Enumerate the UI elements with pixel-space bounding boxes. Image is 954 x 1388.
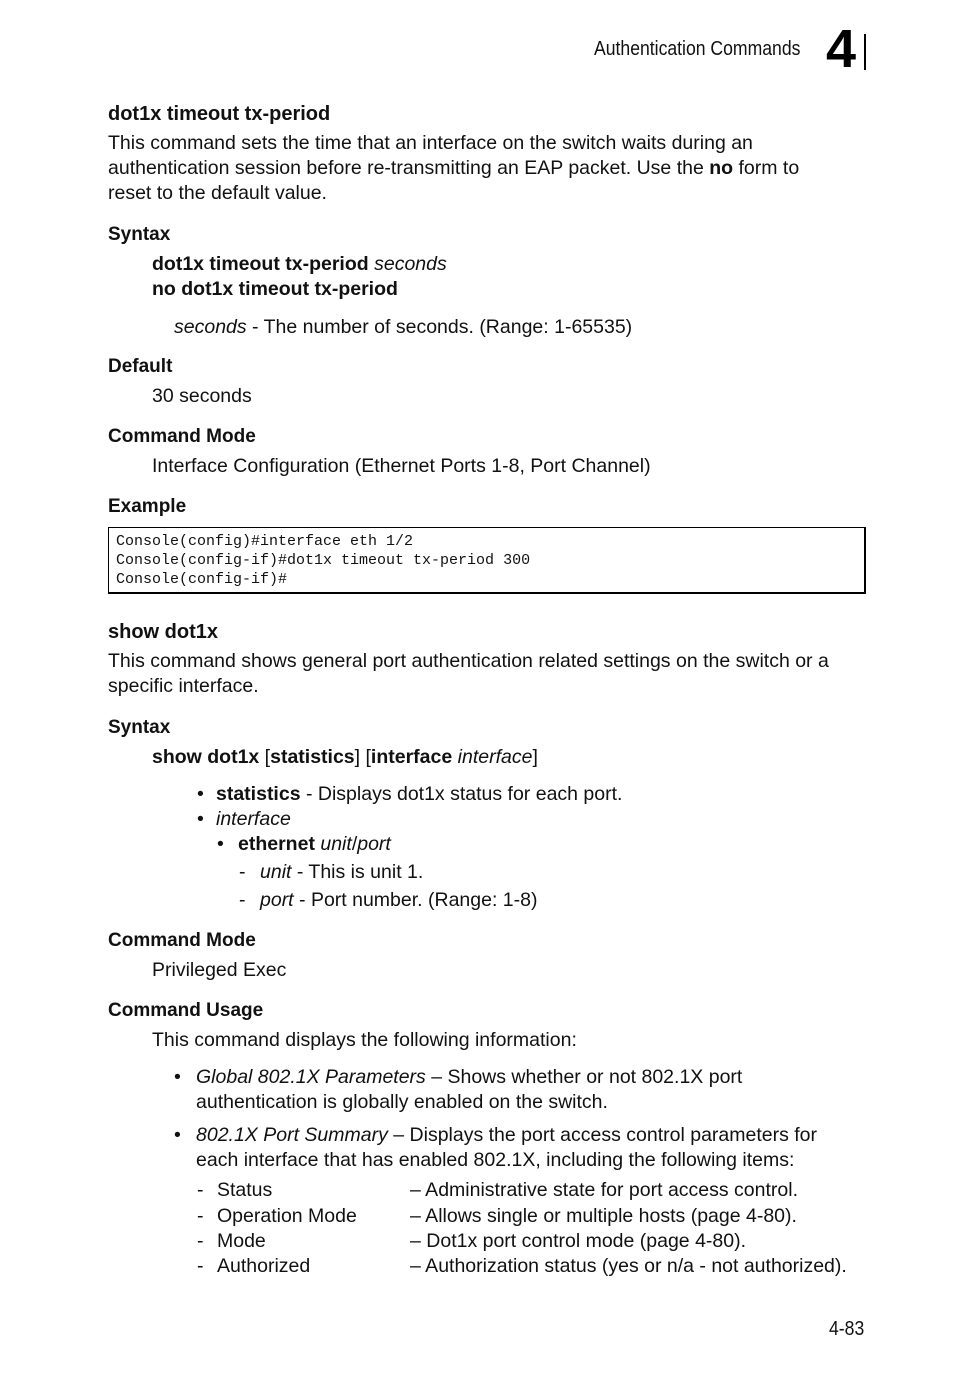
code-line: Console(config-if)#dot1x timeout tx-period 300 bbox=[116, 552, 531, 569]
chapter-number: 4 bbox=[826, 19, 857, 79]
running-header-title: Authentication Commands bbox=[594, 38, 801, 60]
description-line: This command sets the time that an interface on the switch waits during an bbox=[108, 132, 753, 154]
description-line: specific interface. bbox=[108, 675, 259, 697]
default-heading: Default bbox=[108, 356, 173, 377]
description-line: This command shows general port authentication related settings on the switch or a bbox=[108, 650, 829, 672]
command-mode-heading: Command Mode bbox=[108, 426, 256, 447]
bullet-icon: • bbox=[174, 1124, 181, 1146]
command-mode-value: Interface Configuration (Ethernet Ports 1-8, Port Channel) bbox=[152, 455, 651, 477]
dash-item: unit - This is unit 1. bbox=[260, 861, 424, 883]
syntax-line: show dot1x [statistics] [interface interface] bbox=[152, 746, 538, 768]
bullet-icon: • bbox=[197, 783, 204, 805]
parameter-description: seconds - The number of seconds. (Range: 1-65535) bbox=[174, 316, 633, 338]
syntax-line: dot1x timeout tx-period seconds bbox=[152, 253, 447, 275]
dash-icon: - bbox=[197, 1179, 204, 1201]
item-description: – Administrative state for port access control. bbox=[410, 1179, 799, 1201]
item-name: Status bbox=[217, 1179, 273, 1201]
syntax-line: no dot1x timeout tx-period bbox=[152, 278, 398, 300]
syntax-heading: Syntax bbox=[108, 224, 171, 245]
usage-item: Global 802.1X Parameters – Shows whether or not 802.1X port bbox=[196, 1066, 743, 1088]
bullet-icon: • bbox=[217, 833, 224, 855]
bullet-icon: • bbox=[174, 1066, 181, 1088]
item-description: – Allows single or multiple hosts (page 4-80). bbox=[410, 1205, 797, 1227]
item-name: Operation Mode bbox=[217, 1205, 357, 1227]
dash-item: port - Port number. (Range: 1-8) bbox=[260, 889, 538, 911]
header-rule bbox=[864, 34, 866, 70]
command-usage-heading: Command Usage bbox=[108, 1000, 264, 1021]
item-name: Authorized bbox=[217, 1255, 311, 1277]
bullet-icon: • bbox=[197, 808, 204, 830]
dash-icon: - bbox=[197, 1205, 204, 1227]
no-keyword: no bbox=[709, 157, 734, 179]
bullet-item: statistics - Displays dot1x status for each port. bbox=[216, 783, 623, 805]
dash-icon: - bbox=[239, 889, 246, 911]
page-number: 4-83 bbox=[829, 1318, 865, 1340]
description-line: reset to the default value. bbox=[108, 182, 327, 204]
item-description: – Authorization status (yes or n/a - not authorized). bbox=[410, 1255, 847, 1277]
usage-item-continued: each interface that has enabled 802.1X, including the following items: bbox=[196, 1149, 795, 1171]
section-title-show-dot1x: show dot1x bbox=[108, 621, 219, 643]
syntax-heading: Syntax bbox=[108, 717, 171, 738]
usage-item-continued: authentication is globally enabled on the switch. bbox=[196, 1091, 608, 1113]
code-line: Console(config)#interface eth 1/2 bbox=[116, 533, 414, 550]
command-mode-value: Privileged Exec bbox=[152, 959, 287, 981]
bullet-item: interface bbox=[216, 808, 291, 830]
command-mode-heading: Command Mode bbox=[108, 930, 256, 951]
dash-icon: - bbox=[197, 1255, 204, 1277]
usage-intro: This command displays the following information: bbox=[152, 1029, 577, 1051]
example-code-box bbox=[108, 527, 866, 594]
usage-item: 802.1X Port Summary – Displays the port access control parameters for bbox=[196, 1124, 818, 1146]
dash-icon: - bbox=[239, 861, 246, 883]
item-name: Mode bbox=[217, 1230, 266, 1252]
item-description: – Dot1x port control mode (page 4-80). bbox=[410, 1230, 747, 1252]
section-title-dot1x-timeout-tx-period: dot1x timeout tx-period bbox=[108, 103, 331, 125]
code-line: Console(config-if)# bbox=[116, 571, 288, 588]
description-line: authentication session before re-transmitting an EAP packet. Use the no form to bbox=[108, 157, 800, 179]
example-heading: Example bbox=[108, 496, 187, 517]
default-value: 30 seconds bbox=[152, 385, 252, 407]
sub-bullet-item: ethernet unit/port bbox=[238, 833, 391, 855]
dash-icon: - bbox=[197, 1230, 204, 1252]
